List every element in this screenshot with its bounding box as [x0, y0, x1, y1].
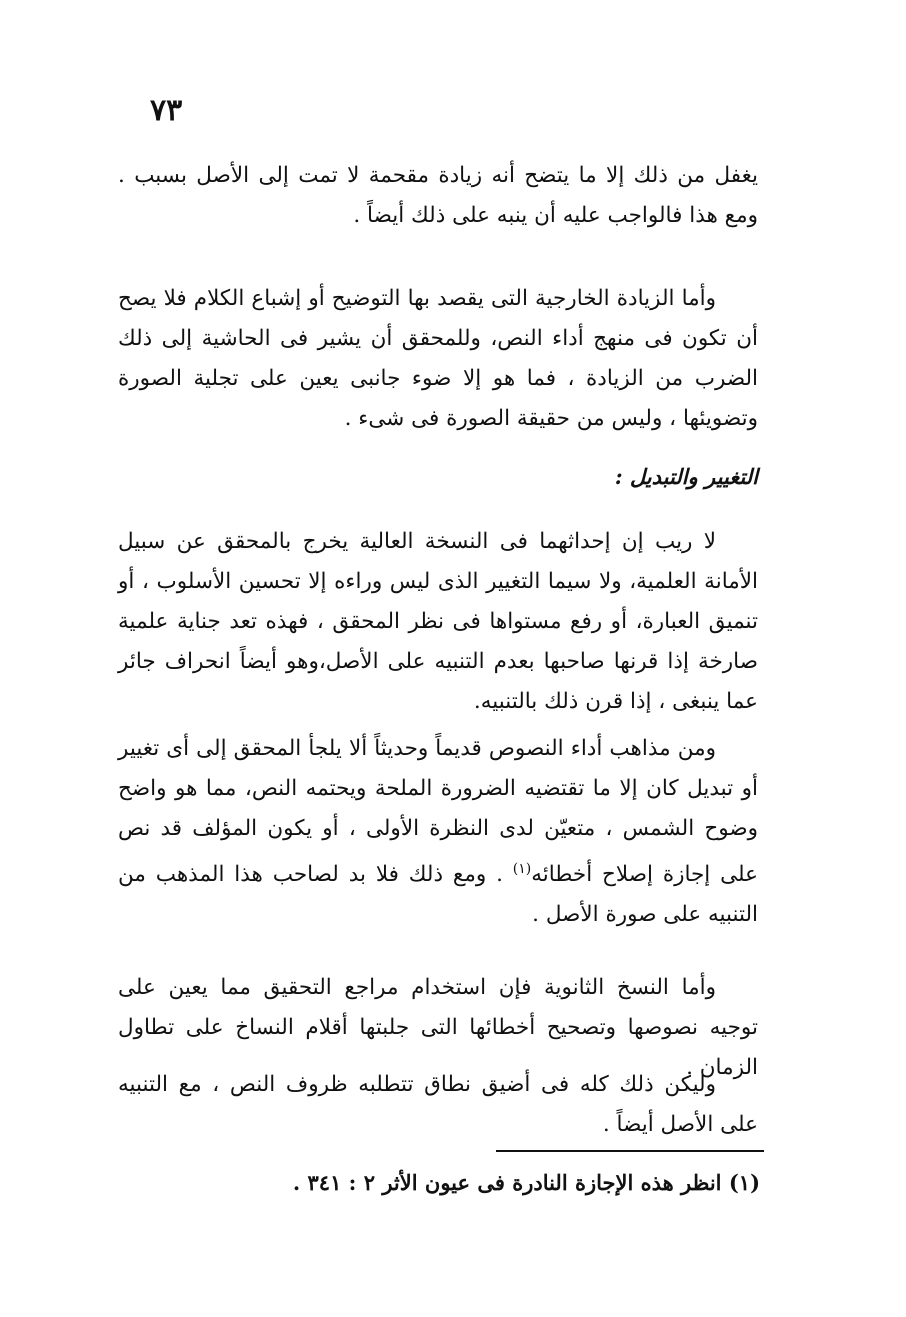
paragraph-secondary-copies: وأما النسخ الثانوية فإن استخدام مراجع التحقيق مما يعين على توجيه نصوصها وتصحيح أخطائها التى جلبتها أقلام النساخ على تطاول الزمان . — [118, 975, 758, 1080]
section-heading: التغيير والتبديل : — [614, 464, 758, 489]
paragraph-text-methods-body: ومن مذاهب أداء النصوص قديماً وحديثاً ألا يلجأ المحقق إلى أى تغيير أو تبديل كان إلا ما تقتضيه الضرورة الملحة ويحتمه النص، مما هو واضح وضوح الشمس ، متعيّن لدى النظرة الأولى ، أو يكون المؤلف قد نص على إجازة إصلاح أخطائه — [118, 736, 758, 888]
paragraph-continuation: يغفل من ذلك إلا ما يتضح أنه زيادة مقحمة لا تمت إلى الأصل بسبب . ومع هذا فالواجب عليه أن ينبه على ذلك أيضاً . — [118, 163, 758, 228]
paragraph-external-additions: وأما الزيادة الخارجية التى يقصد بها التوضيح أو إشباع الكلام فلا يصح أن تكون فى منهج أداء النص، وللمحقق أن يشير فى الحاشية إلى ذلك الضرب من الزيادة ، فما هو إلا ضوء جانبى يعين على تجلية الصورة وتضويئها ، وليس من حقيقة الصورة فى شىء . — [118, 286, 758, 431]
paragraph-change-and-substitution: لا ريب إن إحداثهما فى النسخة العالية يخرج بالمحقق عن سبيل الأمانة العلمية، ولا سيما التغيير الذى ليس وراءه إلا تحسين الأسلوب ، أو تنميق العبارة، أو رفع مستواها فى نظر المحقق ، فهذه تعد جناية علمية صارخة إذا قرنها صاحبها بعدم التنبيه على الأصل،وهو أيضاً انحراف جائر عما ينبغى ، إذا قرن ذلك بالتنبيه. — [118, 529, 758, 714]
paragraph-text-methods-tail: . ومع ذلك فلا بد لصاحب هذا المذهب من التنبيه على صورة الأصل . — [118, 862, 758, 928]
paragraph-text-methods — [118, 729, 758, 935]
paragraph-narrow-scope: وليكن ذلك كله فى أضيق نطاق تتطلبه ظروف النص ، مع التنبيه على الأصل أيضاً . — [118, 1072, 758, 1137]
footnote-divider — [496, 1150, 764, 1152]
footnote-reference: (١) — [512, 861, 532, 877]
page-number: ٧٣ — [150, 93, 183, 128]
footnote: (١) انظر هذه الإجازة النادرة فى عيون الأثر ٢ : ٣٤١ . — [292, 1170, 760, 1195]
